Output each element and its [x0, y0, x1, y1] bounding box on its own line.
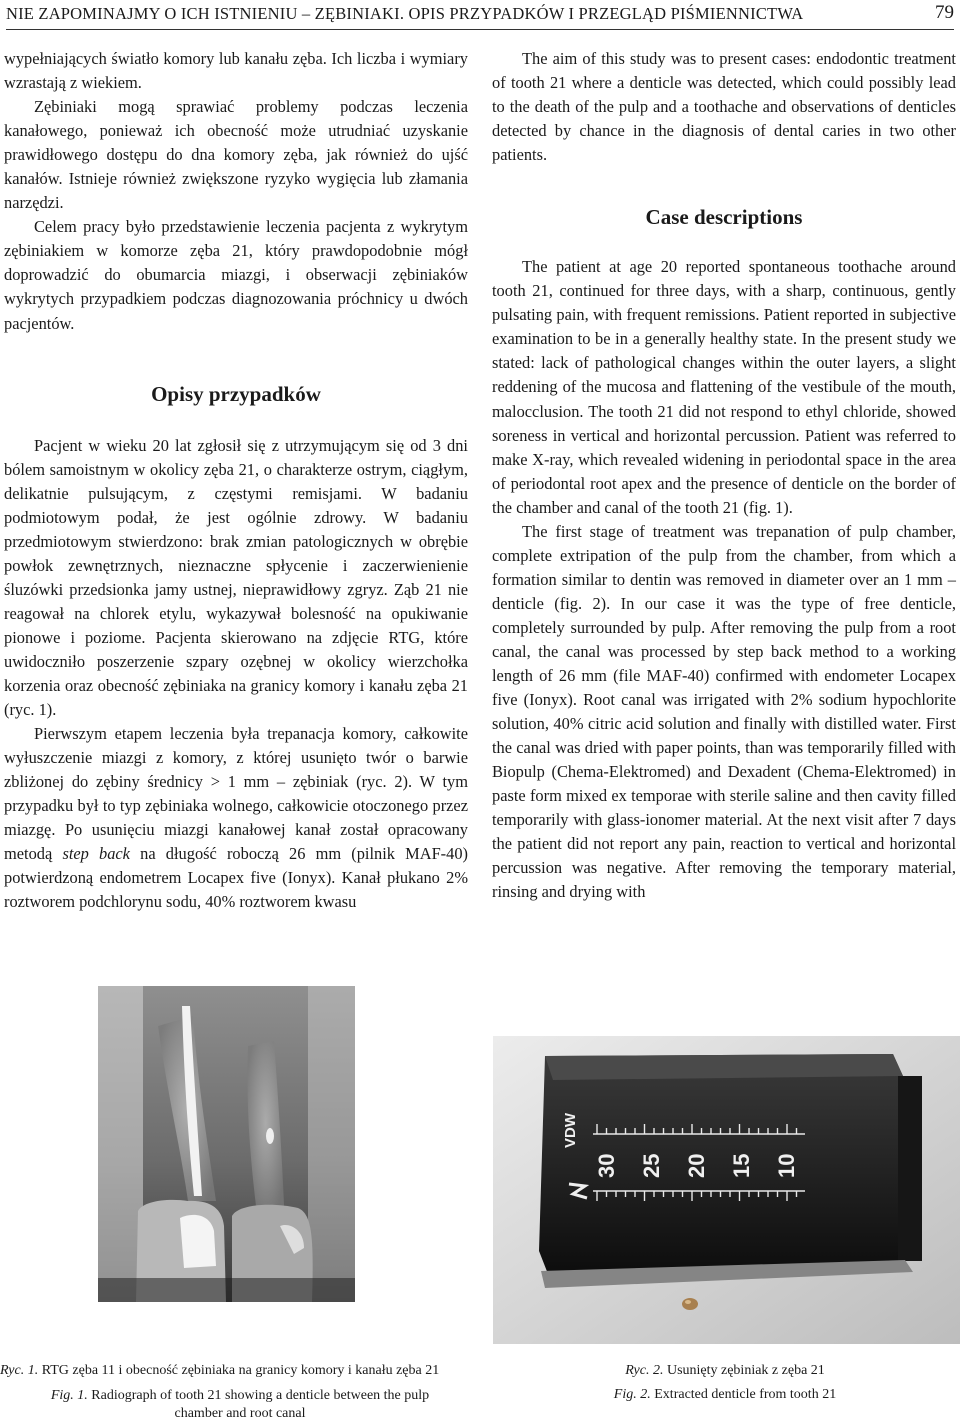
caption-text: Radiograph of tooth 21 showing a denticle between the pulp chamber and root canal	[87, 1388, 430, 1421]
paragraph: Pacjent w wieku 20 lat zgłosił się z utrzymującym się od 3 dni bólem samoistnym w okolicy zęba 21, o charakterze ostrym, ciągłym, delikatnie pulsującym, z częstymi remisjami. W badaniu podmiotowym podał, że jest ogólnie zdrowy. W badaniu przedmiotowym stwierdzono: brak zmian patologicznych w obrębie powłok zewnętrznych, nieznaczne spłycenie i zaczerwienienie śluzówki przedsionka jamy ustnej, nieprawidłowy zgryz. Ząb 21 nie reagował na chlorek etylu, wykazywał bolesność na opukiwanie pionowe i poziome. Pacjenta skierowano na zdjęcie RTG, które uwidoczniło poszerzenie szpary ozębnej w okolicy wierzchołka korzenia oraz obecność zębiniaka na granicy komory i kanału zęba 21 (ryc. 1).	[4, 435, 468, 720]
caption-text: RTG zęba 11 i obecność zębiniaka na granicy komory i kanału zęba 21	[38, 1363, 440, 1378]
text-run: na długość roboczą 26 mm (pilnik MAF-40) potwierdzoną endometrem Locapex five (Ionyx). Kanał płukano 2% roztworem podchlorynu sodu, 40% roztworem kwasu	[4, 844, 468, 912]
caption-label: Ryc. 1.	[0, 1363, 39, 1378]
figure-2-photo	[493, 1036, 960, 1344]
scale-label: 30	[594, 1153, 619, 1178]
text-run: Pierwszym etapem leczenia była trepanacja komory, całkowite wyłuszczenie miazgi z komory, z której usunięto twór o barwie zbliżonej do zębiny średnicy > 1 mm – zębiniak (ryc. 2). W tym przypadku był to typ zębiniaka wolnego, całkowicie otoczonego przez miazgę. Po usunięciu miazgi kanałowej kanał został opracowany metodą	[4, 724, 468, 864]
paragraph: The first stage of treatment was trepanation of pulp chamber, complete extripation of the pulp from the chamber, from which a formation similar to dentin was removed in diameter over an 1 mm – denticle (fig. 2). In our case it was the type of free denticle, completely surrounded by pulp. After removing the pulp from a root canal, the canal was processed by step back method to a working length of 26 mm (file MAF-40) confirmed with endometer Locapex five (Ionyx). Root canal was irrigated with 2% sodium hypochlorite solution, 40% citric acid solution and finally with distilled water. First the canal was dried with paper points, than was temporarily filled with Biopulp (Chema-Elektromed) and Dexadent (Chema-Elektromed) in paste form mixed ex temporae with sterile saline and then cavity filled temporarily with glass-ionomer material. At the next visit after 7 days the patient did not report any pain, reaction to vertical and horizontal percussion was negative. After removing the temporary material, rinsing and drying with	[492, 521, 956, 902]
caption-text: Usunięty zębiniak z zęba 21	[663, 1363, 825, 1378]
denticle	[682, 1298, 698, 1310]
caption-label: Fig. 1.	[50, 1388, 88, 1403]
brand-label: VDW	[562, 1113, 579, 1148]
scale-label: 20	[684, 1153, 709, 1178]
running-header	[6, 4, 954, 26]
figure-1-caption-pl	[0, 1362, 470, 1380]
figure-2-caption-pl	[560, 1362, 890, 1380]
header-rule	[6, 29, 954, 30]
page-number: 79	[935, 2, 954, 23]
left-column-polish	[4, 47, 468, 915]
scale-label: 25	[639, 1153, 664, 1178]
figure-2-caption-en	[560, 1386, 890, 1404]
right-column-english	[492, 47, 956, 905]
paragraph	[4, 722, 468, 914]
paragraph: The aim of this study was to present cases: endodontic treatment of tooth 21 where a denticle was detected, which could possibly lead to the death of the pulp and a toothache and observations of denticles detected by chance in the diagnosis of dental caries in two other patients.	[492, 49, 956, 165]
paragraph: Celem pracy było przedstawienie leczenia pacjenta z wykrytym zębiniakiem w komorze zęba 21, który prawdopodobnie mógł doprowadzić do obumarcia miazgi, i obserwacji zębiniaków wykrytych przypadkiem podczas diagnozowania próchnicy u dwóch pacjentów.	[4, 217, 468, 333]
running-title: NIE ZAPOMINAJMY O ICH ISTNIENIU – ZĘBINIAKI. OPIS PRZYPADKÓW I PRZEGLĄD PIŚMIENNICTWA	[6, 4, 804, 23]
paragraph: wypełniających światło komory lub kanału zęba. Ich liczba i wymiary wzrastają z wiekiem.	[4, 49, 468, 93]
paragraph: Zębiniaki mogą sprawiać problemy podczas leczenia kanałowego, ponieważ ich obecność może utrudniać uzyskanie prawidłowego dostępu do dna komory zęba, jak również do ujść kanałów. Istnieje również zwiększone ryzyko wygięcia lub złamania narzędzi.	[4, 97, 468, 213]
paragraph: The patient at age 20 reported spontaneous toothache around tooth 21, continued for three days, with a sharp, continuous, gently pulsating pain, with frequent remissions. Patient reported in subjective examination to be in a generally healthy state. In the present study we stated: lack of pathological changes within the outer layers, a slight reddening of the mucosa and flattening of the vestibule of the mouth, malocclusion. The tooth 21 did not respond to ethyl chloride, showed soreness in vertical and horizontal percussion. Patient was referred to make X-ray, which revealed widening in periodontal space in the area of periodontal root apex and the presence of denticle on the border of the chamber and canal of the tooth 21 (fig. 1).	[492, 257, 956, 517]
radiograph-image	[98, 986, 355, 1302]
figure-1-caption-en	[30, 1387, 450, 1423]
scale-label: 10	[774, 1153, 799, 1178]
section-heading: Case descriptions	[645, 205, 803, 230]
section-heading: Opisy przypadków	[151, 381, 321, 406]
caption-text: Extracted denticle from tooth 21	[650, 1387, 837, 1402]
figure-1-radiograph	[98, 986, 355, 1302]
caption-label: Ryc. 2.	[625, 1363, 664, 1378]
italic-term: step back	[62, 844, 130, 864]
denticle-photo	[493, 1036, 960, 1344]
scale-label: 15	[729, 1153, 754, 1178]
caption-label: Fig. 2.	[613, 1387, 651, 1402]
